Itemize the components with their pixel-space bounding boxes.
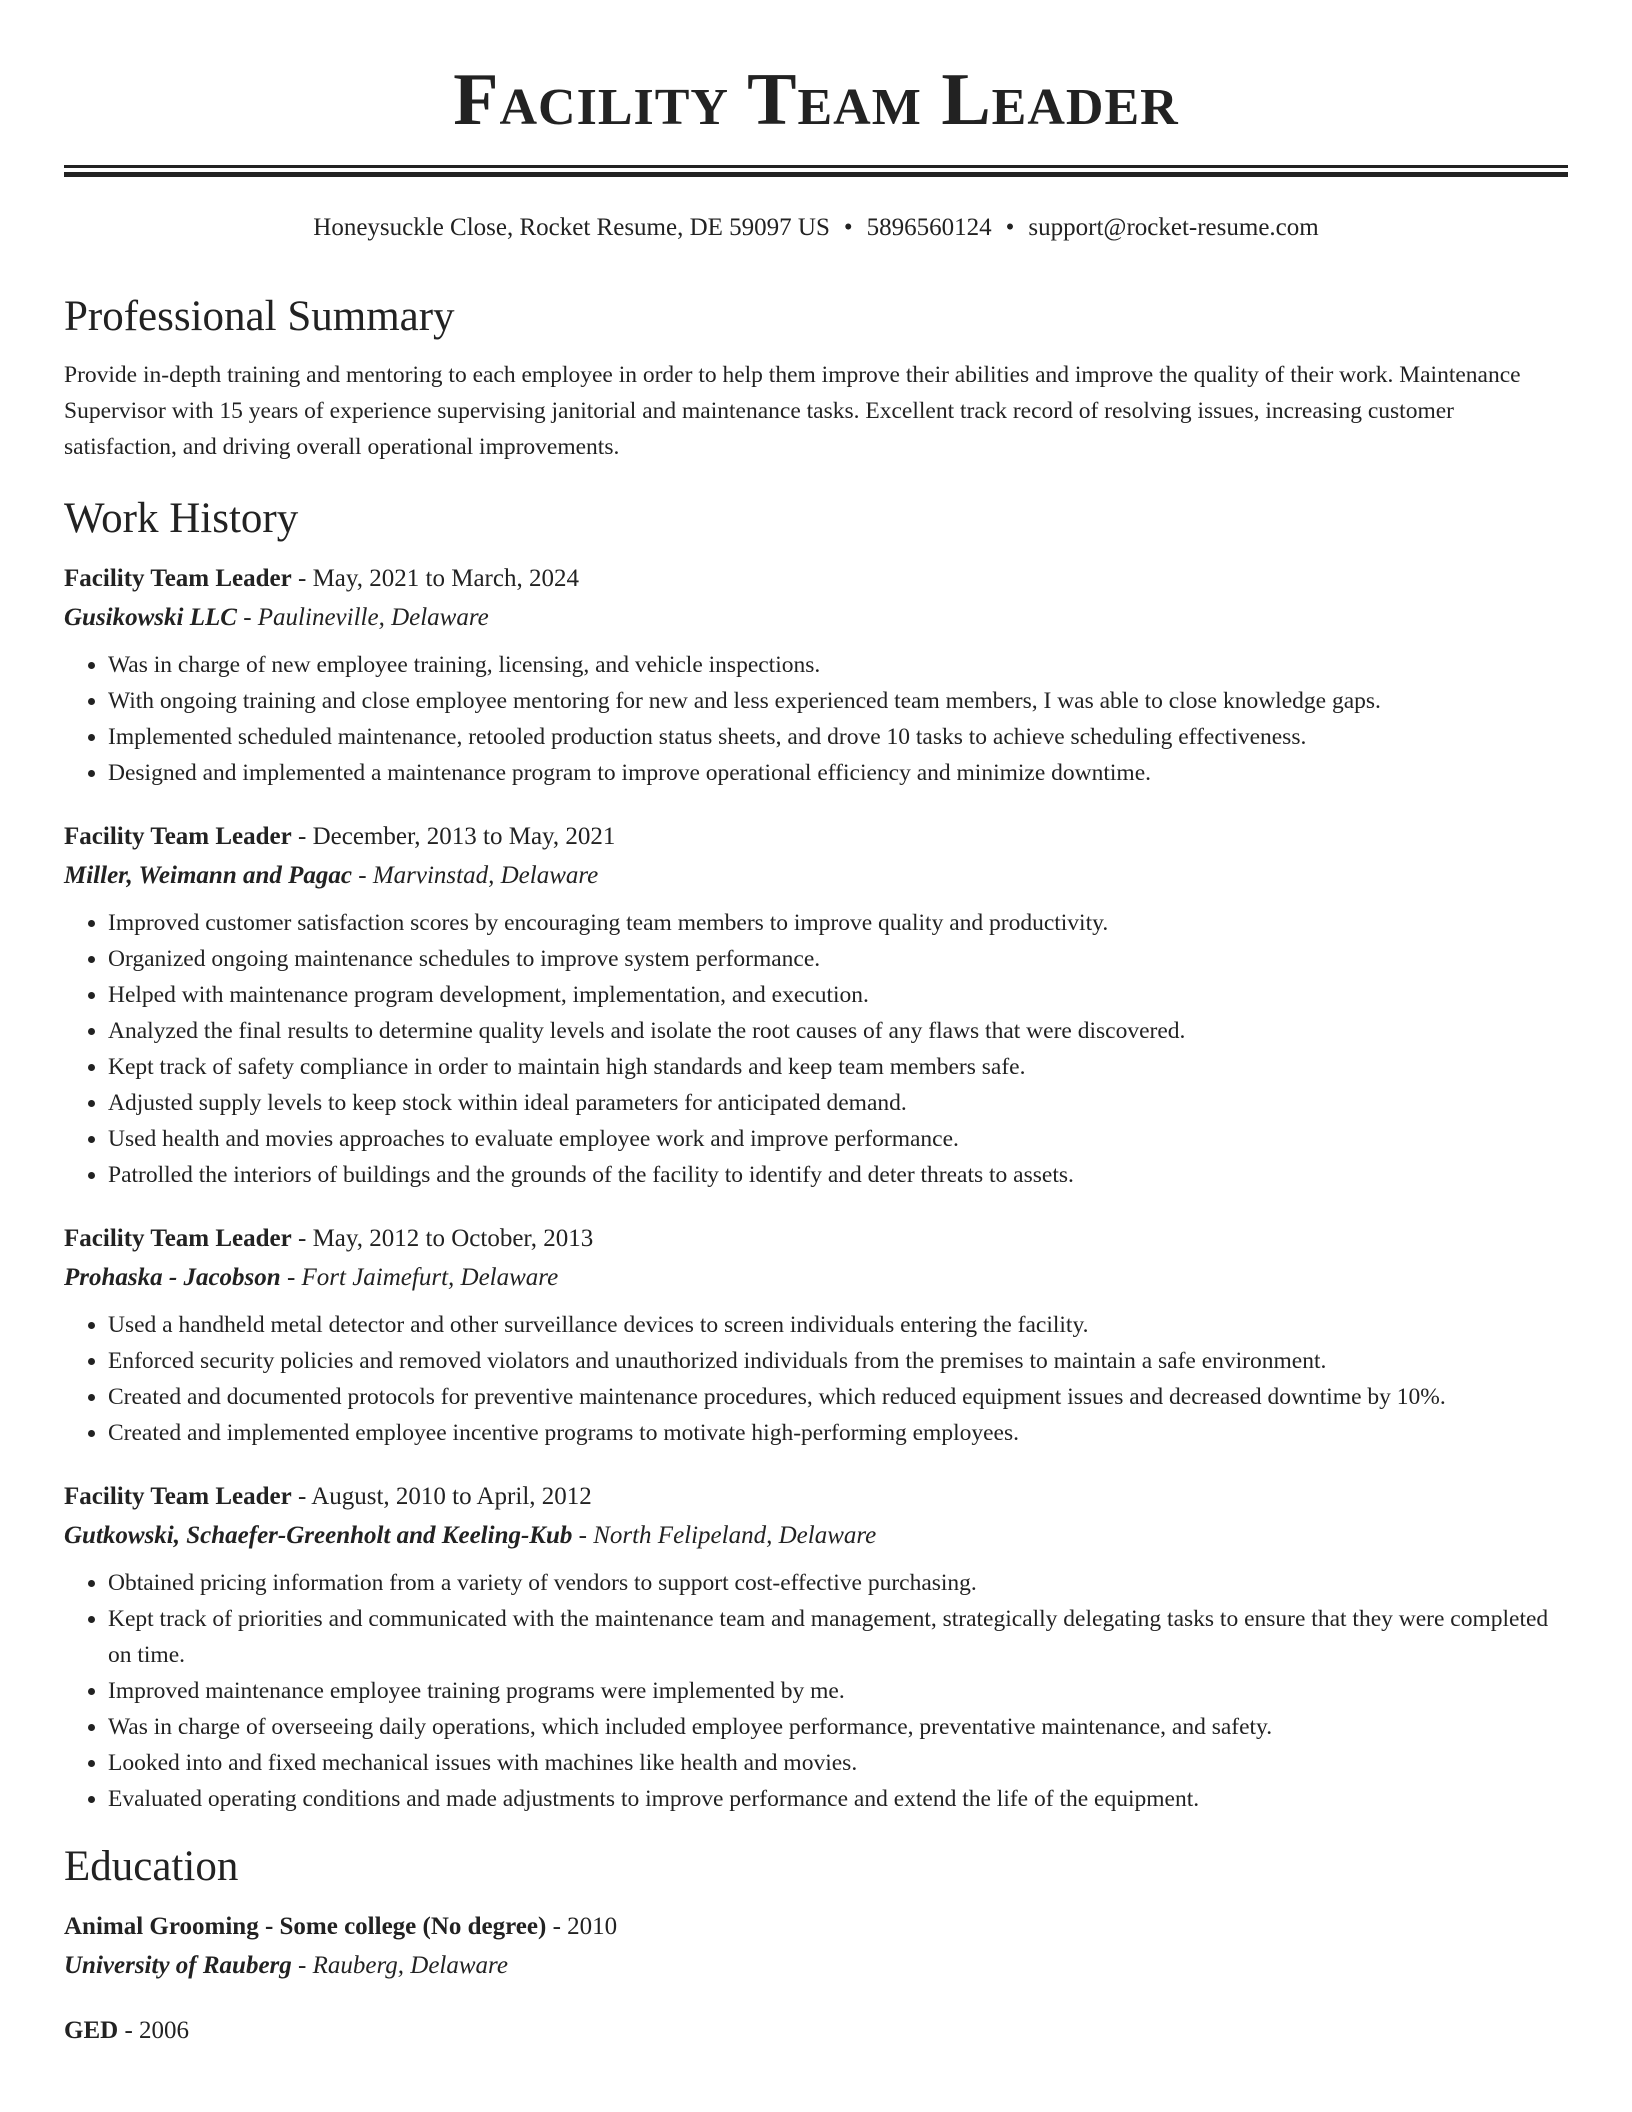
summary-text: Provide in-depth training and mentoring to each employee in order to help them improve their abilities and improve the quality of their work. Maintenance Supervisor with 15 years of experience supervising janitorial and maintenance tasks. Excellent track record of resolving issues, increasing customer satisfaction, and driving overall operational improvements. (64, 362, 1521, 460)
job-dates: - December, 2013 to May, 2021 (291, 823, 616, 850)
education-degree: GED (64, 2017, 119, 2044)
summary-heading: Professional Summary (64, 293, 455, 340)
education-heading: Education (64, 1843, 239, 1890)
job-header (64, 1219, 1568, 1258)
job-entry (64, 559, 1568, 791)
education-school: University of Rauberg (64, 1952, 292, 1979)
job-bullet: • Helped with maintenance program development, implementation, and execution. (108, 977, 1568, 1013)
job-company: Prohaska - Jacobson (64, 1264, 281, 1291)
job-bullet: • Improved maintenance employee training programs were implemented by me. (108, 1673, 1568, 1709)
education-school-line (64, 1946, 1568, 1985)
job-header (64, 817, 1568, 856)
job-bullet: • Obtained pricing information from a variety of vendors to support cost-effective purchasing. (108, 1565, 1568, 1601)
contact-address: Honeysuckle Close, Rocket Resume, DE 59097 US (313, 214, 830, 241)
job-title: Facility Team Leader (64, 565, 292, 592)
job-bullet: • Kept track of priorities and communicated with the maintenance team and management, strategically delegating tasks to ensure that they were completed on time. (108, 1601, 1568, 1673)
job-title: Facility Team Leader (64, 823, 292, 850)
job-header (64, 559, 1568, 598)
job-company-line (64, 1516, 1568, 1555)
job-location: - Paulineville, Delaware (236, 604, 489, 631)
job-bullet: • Enforced security policies and removed violators and unauthorized individuals from the premises to maintain a safe environment. (108, 1343, 1568, 1379)
contact-line (64, 213, 1568, 243)
education-entry (64, 2011, 1568, 2050)
job-bullet: • Patrolled the interiors of buildings and the grounds of the facility to identify and deter threats to assets. (108, 1157, 1568, 1193)
job-bullet: • Evaluated operating conditions and made adjustments to improve performance and extend the life of the equipment. (108, 1781, 1568, 1817)
job-location: - Fort Jaimefurt, Delaware (280, 1264, 559, 1291)
job-bullet: • Kept track of safety compliance in order to maintain high standards and keep team members safe. (108, 1049, 1568, 1085)
job-bullet: • Organized ongoing maintenance schedules to improve system performance. (108, 941, 1568, 977)
education-header (64, 1907, 1568, 1946)
education-year: - 2006 (118, 2017, 190, 2044)
job-entry (64, 817, 1568, 1193)
job-bullet: • Designed and implemented a maintenance program to improve operational efficiency and minimize downtime. (108, 755, 1568, 791)
education-year: - 2010 (546, 1913, 618, 1940)
job-bullet: • Looked into and fixed mechanical issues with machines like health and movies. (108, 1745, 1568, 1781)
title-divider (64, 165, 1568, 177)
job-bullet: • Created and implemented employee incentive programs to motivate high-performing employees. (108, 1415, 1568, 1451)
job-company-line (64, 856, 1568, 895)
job-company: Miller, Weimann and Pagac (64, 862, 353, 889)
job-bullet: • With ongoing training and close employee mentoring for new and less experienced team members, I was able to close knowledge gaps. (108, 683, 1568, 719)
education-entry (64, 1907, 1568, 1985)
job-bullet: • Was in charge of new employee training, licensing, and vehicle inspections. (108, 647, 1568, 683)
job-bullets (64, 1307, 1568, 1451)
job-bullet: • Was in charge of overseeing daily operations, which included employee performance, preventative maintenance, and safety. (108, 1709, 1568, 1745)
job-bullet: • Used a handheld metal detector and other surveillance devices to screen individuals entering the facility. (108, 1307, 1568, 1343)
work-history-heading: Work History (64, 495, 299, 542)
job-entry (64, 1219, 1568, 1451)
job-bullets (64, 647, 1568, 791)
job-header (64, 1477, 1568, 1516)
job-bullet: • Used health and movies approaches to evaluate employee work and improve performance. (108, 1121, 1568, 1157)
job-bullet: • Implemented scheduled maintenance, retooled production status sheets, and drove 10 tasks to achieve scheduling effectiveness. (108, 719, 1568, 755)
job-location: - Marvinstad, Delaware (352, 862, 599, 889)
education-degree: Animal Grooming - Some college (No degree) (64, 1913, 547, 1940)
job-dates: - May, 2021 to March, 2024 (291, 565, 579, 592)
job-bullet: • Created and documented protocols for preventive maintenance procedures, which reduced equipment issues and decreased downtime by 10%. (108, 1379, 1568, 1415)
job-dates: - August, 2010 to April, 2012 (291, 1483, 592, 1510)
job-bullet: • Adjusted supply levels to keep stock within ideal parameters for anticipated demand. (108, 1085, 1568, 1121)
contact-phone: 5896560124 (866, 214, 992, 241)
job-title: Facility Team Leader (64, 1225, 292, 1252)
job-company: Gutkowski, Schaefer-Greenholt and Keeling-Kub (64, 1522, 573, 1549)
job-location: - North Felipeland, Delaware (572, 1522, 877, 1549)
resume-title: Facility Team Leader (453, 59, 1179, 141)
job-title: Facility Team Leader (64, 1483, 292, 1510)
job-company-line (64, 598, 1568, 637)
contact-separator: • (843, 214, 853, 241)
job-company-line (64, 1258, 1568, 1297)
job-company: Gusikowski LLC (64, 604, 237, 631)
job-bullets (64, 1565, 1568, 1817)
contact-separator: • (1005, 214, 1015, 241)
job-dates: - May, 2012 to October, 2013 (291, 1225, 594, 1252)
job-entry (64, 1477, 1568, 1817)
job-bullet: • Improved customer satisfaction scores by encouraging team members to improve quality and productivity. (108, 905, 1568, 941)
job-bullets (64, 905, 1568, 1193)
education-header (64, 2011, 1568, 2050)
education-location: - Rauberg, Delaware (291, 1952, 508, 1979)
job-bullet: • Analyzed the final results to determine quality levels and isolate the root causes of any flaws that were discovered. (108, 1013, 1568, 1049)
contact-email: support@rocket-resume.com (1028, 214, 1319, 241)
